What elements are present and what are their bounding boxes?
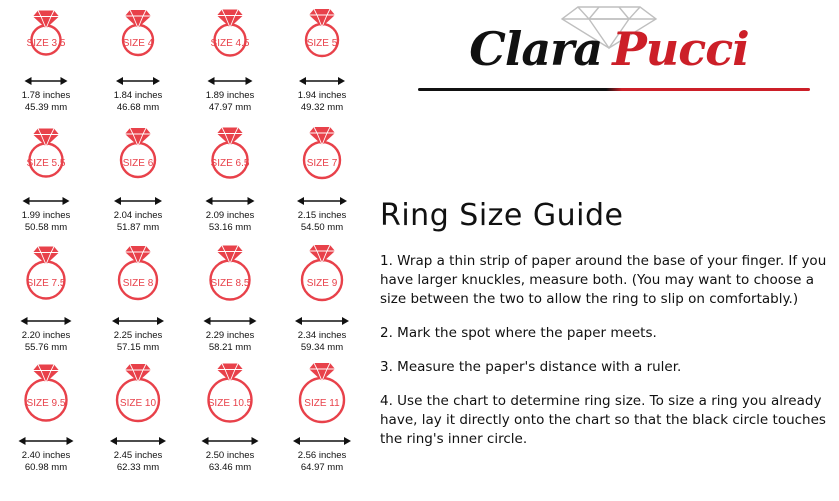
ring-size-cell (184, 242, 276, 362)
ring-illustration (92, 122, 184, 194)
measure-inches: 2.29 inches (205, 330, 255, 341)
diameter-arrow (0, 74, 92, 88)
ring-size-cell (276, 242, 368, 362)
ring-measurement (276, 330, 368, 353)
ring-size-label: SIZE 6 (122, 158, 154, 169)
ring-illustration (92, 362, 184, 434)
ring-measurement (276, 90, 368, 113)
double-arrow-icon (184, 74, 276, 88)
ring-size-cell (184, 362, 276, 482)
ring-size-cell (276, 362, 368, 482)
ring-size-label: SIZE 8.5 (210, 278, 250, 289)
ring-size-label: SIZE 4 (122, 38, 154, 49)
ring-measurement (92, 210, 184, 233)
ring-size-label: SIZE 9 (306, 278, 338, 289)
double-arrow-icon (276, 194, 368, 208)
ring-measurement (92, 450, 184, 473)
guide-panel (370, 0, 839, 501)
ring-measurement (184, 90, 276, 113)
diameter-arrow (276, 194, 368, 208)
ring-size-cell (184, 2, 276, 122)
double-arrow-icon (184, 314, 276, 328)
ring-size-label: SIZE 10.5 (207, 398, 253, 409)
ring-size-label: SIZE 7 (306, 158, 338, 169)
brand-name-second: Pucci (612, 22, 749, 76)
diameter-arrow (276, 434, 368, 448)
ring-size-cell (0, 122, 92, 242)
ring-illustration (276, 122, 368, 194)
ring-measurement (276, 210, 368, 233)
diameter-arrow (184, 194, 276, 208)
ring-measurement (0, 330, 92, 353)
ring-measurement (276, 450, 368, 473)
ring-illustration (92, 2, 184, 74)
double-arrow-icon (92, 74, 184, 88)
measure-inches: 2.50 inches (205, 450, 255, 461)
double-arrow-icon (92, 194, 184, 208)
measure-mm: 49.32 mm (300, 101, 344, 113)
diameter-arrow (0, 434, 92, 448)
measure-mm: 46.68 mm (116, 101, 160, 113)
diameter-arrow (184, 314, 276, 328)
measure-mm: 50.58 mm (24, 221, 68, 233)
ring-illustration (184, 122, 276, 194)
double-arrow-icon (276, 314, 368, 328)
ring-size-label: SIZE 10 (119, 398, 157, 409)
measure-inches: 2.40 inches (21, 450, 71, 461)
ring-illustration (184, 362, 276, 434)
ring-illustration (184, 2, 276, 74)
ring-size-cell (184, 122, 276, 242)
instruction-step: 4. Use the chart to determine ring size. To size a ring you already have, lay it directly onto the chart so that the black circle touches the ring's inner circle. (380, 393, 826, 447)
measure-inches: 2.25 inches (113, 330, 163, 341)
logo-underline (418, 88, 810, 91)
ring-illustration (276, 2, 368, 74)
ring-measurement (184, 450, 276, 473)
double-arrow-icon (276, 434, 368, 448)
measure-inches: 2.45 inches (113, 450, 163, 461)
diameter-arrow (92, 314, 184, 328)
brand-logo (380, 4, 838, 104)
measure-inches: 2.20 inches (21, 330, 71, 341)
diameter-arrow (92, 434, 184, 448)
ring-illustration (0, 362, 92, 434)
ring-size-label: SIZE 8 (122, 278, 154, 289)
double-arrow-icon (92, 434, 184, 448)
ring-size-cell (92, 122, 184, 242)
ring-size-cell (0, 242, 92, 362)
ring-illustration (184, 242, 276, 314)
measure-mm: 63.46 mm (208, 461, 252, 473)
measure-mm: 45.39 mm (24, 101, 68, 113)
ring-measurement (0, 210, 92, 233)
ring-measurement (184, 210, 276, 233)
ring-size-label: SIZE 5.5 (26, 158, 66, 169)
diameter-arrow (276, 74, 368, 88)
ring-measurement (184, 330, 276, 353)
double-arrow-icon (0, 194, 92, 208)
brand-wordmark (380, 22, 838, 76)
ring-size-cell (276, 122, 368, 242)
measure-inches: 1.78 inches (21, 90, 71, 101)
ring-size-label: SIZE 5 (306, 38, 338, 49)
ring-size-cell (276, 2, 368, 122)
measure-mm: 58.21 mm (208, 341, 252, 353)
brand-name-first: Clara (469, 22, 603, 76)
ring-illustration (92, 242, 184, 314)
ring-measurement (0, 90, 92, 113)
measure-inches: 2.56 inches (297, 450, 347, 461)
page-title: Ring Size Guide (380, 198, 624, 233)
ring-size-cell (92, 242, 184, 362)
diameter-arrow (92, 194, 184, 208)
double-arrow-icon (92, 314, 184, 328)
measure-inches: 2.34 inches (297, 330, 347, 341)
ring-size-cell (92, 2, 184, 122)
diameter-arrow (276, 314, 368, 328)
double-arrow-icon (0, 434, 92, 448)
ring-size-cell (0, 2, 92, 122)
diameter-arrow (0, 314, 92, 328)
ring-size-label: SIZE 11 (304, 398, 340, 409)
instruction-list (380, 252, 832, 464)
measure-inches: 1.99 inches (21, 210, 71, 221)
ring-illustration (0, 2, 92, 74)
measure-inches: 1.84 inches (113, 90, 163, 101)
diameter-arrow (184, 434, 276, 448)
instruction-step: 2. Mark the spot where the paper meets. (380, 325, 657, 341)
ring-illustration (276, 242, 368, 314)
double-arrow-icon (0, 74, 92, 88)
instruction-step: 1. Wrap a thin strip of paper around the base of your finger. If you have larger knuckles, measure both. (You may want to choose a size between the two to allow the ring to slip on comfortably.) (380, 253, 827, 307)
double-arrow-icon (184, 434, 276, 448)
measure-inches: 1.94 inches (297, 90, 347, 101)
ring-size-label: SIZE 6.5 (210, 158, 250, 169)
ring-size-label: SIZE 3.5 (26, 38, 66, 49)
measure-inches: 2.15 inches (297, 210, 347, 221)
diameter-arrow (0, 194, 92, 208)
measure-mm: 47.97 mm (208, 101, 252, 113)
double-arrow-icon (184, 194, 276, 208)
measure-mm: 54.50 mm (300, 221, 344, 233)
measure-inches: 2.04 inches (113, 210, 163, 221)
ring-size-cell (0, 362, 92, 482)
measure-inches: 2.09 inches (205, 210, 255, 221)
measure-inches: 1.89 inches (205, 90, 255, 101)
measure-mm: 51.87 mm (116, 221, 160, 233)
measure-mm: 64.97 mm (300, 461, 344, 473)
diameter-arrow (92, 74, 184, 88)
measure-mm: 62.33 mm (116, 461, 160, 473)
ring-measurement (92, 330, 184, 353)
measure-mm: 60.98 mm (24, 461, 68, 473)
measure-mm: 57.15 mm (116, 341, 160, 353)
ring-size-cell (92, 362, 184, 482)
diameter-arrow (184, 74, 276, 88)
ring-size-label: SIZE 9.5 (26, 398, 66, 409)
ring-size-label: SIZE 4.5 (210, 38, 250, 49)
instruction-step: 3. Measure the paper's distance with a ruler. (380, 359, 682, 375)
ring-illustration (276, 362, 368, 434)
ring-illustration (0, 242, 92, 314)
ring-size-label: SIZE 7.5 (26, 278, 66, 289)
measure-mm: 53.16 mm (208, 221, 252, 233)
measure-mm: 59.34 mm (300, 341, 344, 353)
ring-measurement (0, 450, 92, 473)
ring-measurement (92, 90, 184, 113)
ring-illustration (0, 122, 92, 194)
double-arrow-icon (276, 74, 368, 88)
double-arrow-icon (0, 314, 92, 328)
measure-mm: 55.76 mm (24, 341, 68, 353)
ring-size-chart (0, 0, 368, 501)
